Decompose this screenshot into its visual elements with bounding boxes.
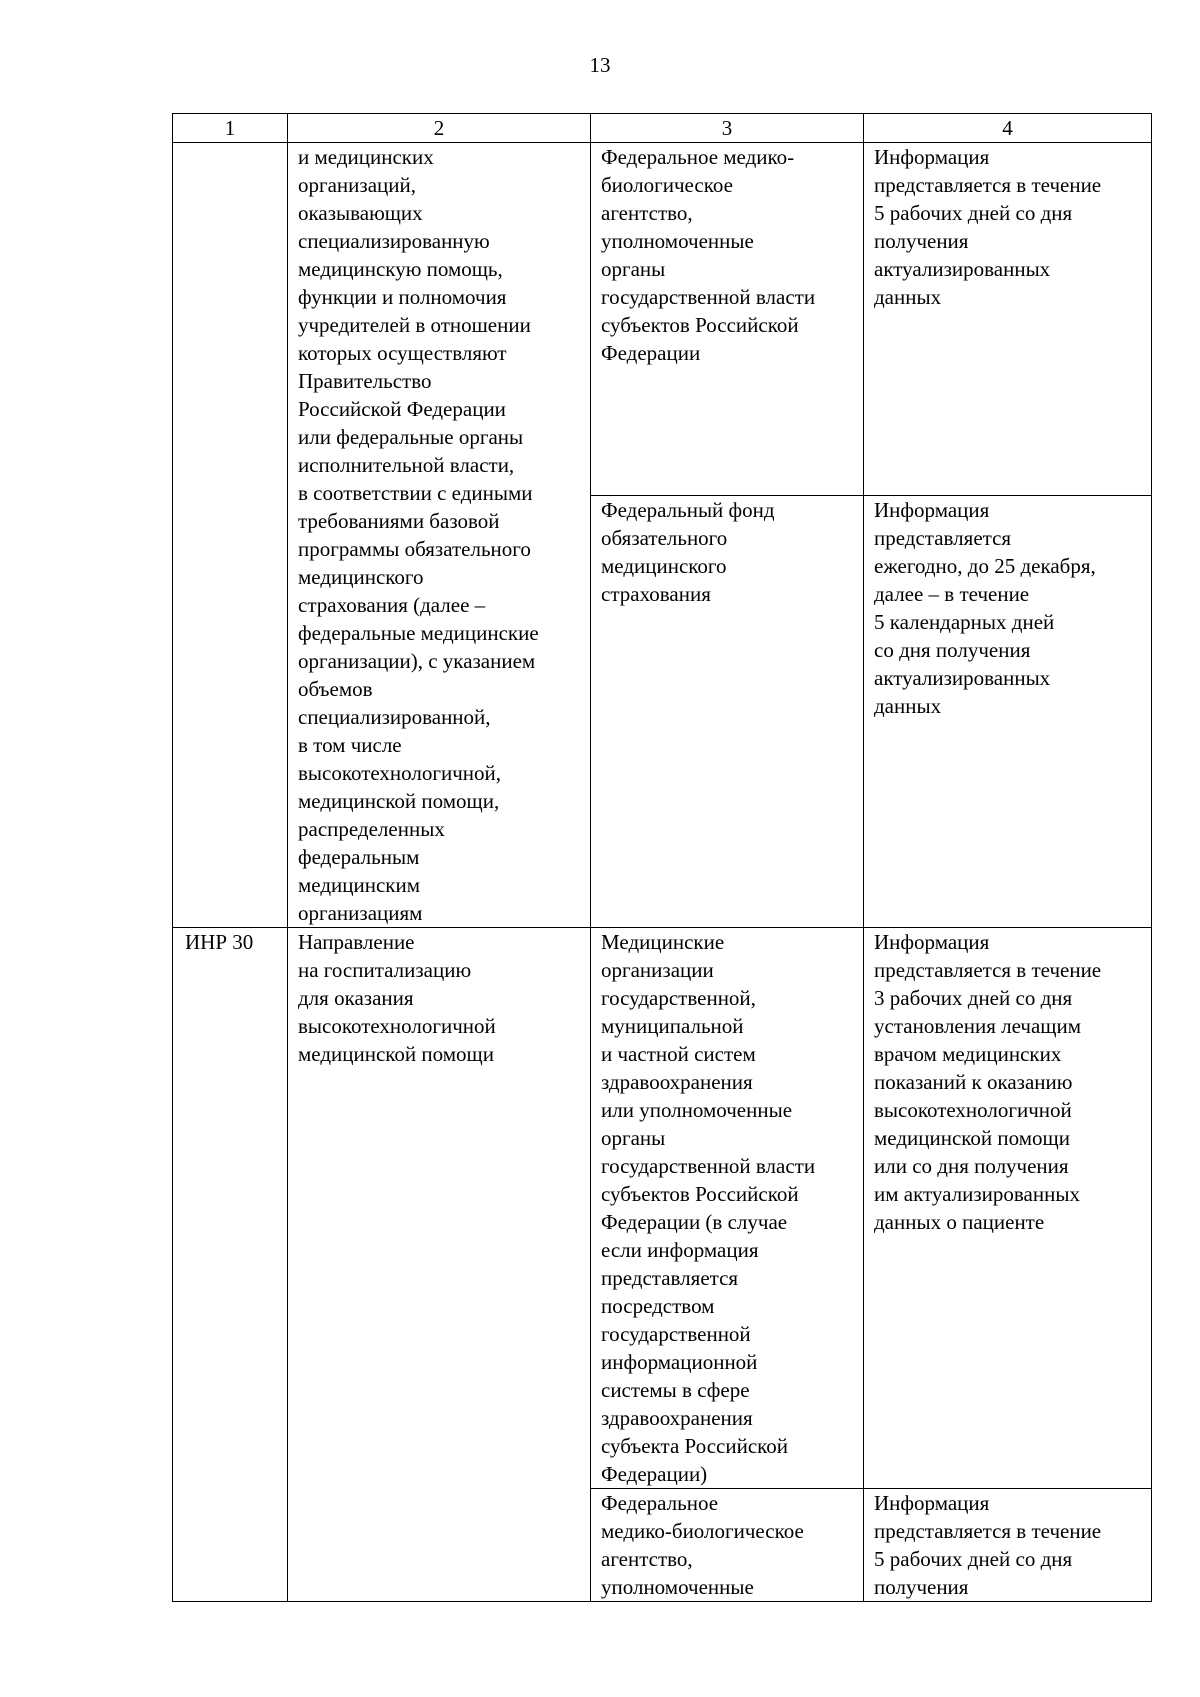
- provider-cell: Федеральное медико- биологическое агентство, уполномоченные органы государственной власти субъектов Российской Федерации: [591, 143, 864, 496]
- term-cell: Информация представляется в течение 5 рабочих дней со дня получения актуализированных данных: [864, 143, 1152, 496]
- term-cell: Информация представляется в течение 3 рабочих дней со дня установления лечащим врачом медицинских показаний к оказанию высокотехнологичной медицинской помощи или со дня получения им актуализированных данных о пациенте: [864, 928, 1152, 1489]
- record-code-cell: [173, 143, 288, 928]
- table-row: [173, 143, 1152, 496]
- provider-cell: Федеральное медико-биологическое агентство, уполномоченные: [591, 1489, 864, 1602]
- term-cell: Информация представляется в течение 5 рабочих дней со дня получения: [864, 1489, 1152, 1602]
- provider-cell: Медицинские организации государственной, муниципальной и частной систем здравоохранения или уполномоченные органы государственной власти субъектов Российской Федерации (в случае если информация представляется посредством государственной информационной системы в сфере здравоохранения субъекта Российской Федерации): [591, 928, 864, 1489]
- record-code-cell: ИНР 30: [173, 928, 288, 1602]
- column-number-4: 4: [864, 114, 1152, 143]
- term-cell: Информация представляется ежегодно, до 25 декабря, далее – в течение 5 календарных дней со дня получения актуализированных данных: [864, 496, 1152, 928]
- table-row: [173, 928, 1152, 1489]
- table-header-row: [173, 114, 1152, 143]
- page-number: 13: [589, 53, 611, 77]
- record-description-cell: Направление на госпитализацию для оказания высокотехнологичной медицинской помощи: [288, 928, 591, 1602]
- column-number-3: 3: [591, 114, 864, 143]
- document-table: [172, 113, 1152, 1602]
- provider-cell: Федеральный фонд обязательного медицинского страхования: [591, 496, 864, 928]
- column-number-1: 1: [173, 114, 288, 143]
- record-description-cell: и медицинских организаций, оказывающих специализированную медицинскую помощь, функции и полномочия учредителей в отношении которых осуществляют Правительство Российской Федерации или федеральные органы исполнительной власти, в соответствии с едиными требованиями базовой программы обязательного медицинского страхования (далее – федеральные медицинские организации), с указанием объемов специализированной, в том числе высокотехнологичной, медицинской помощи, распределенных федеральным медицинским организациям: [288, 143, 591, 928]
- column-number-2: 2: [288, 114, 591, 143]
